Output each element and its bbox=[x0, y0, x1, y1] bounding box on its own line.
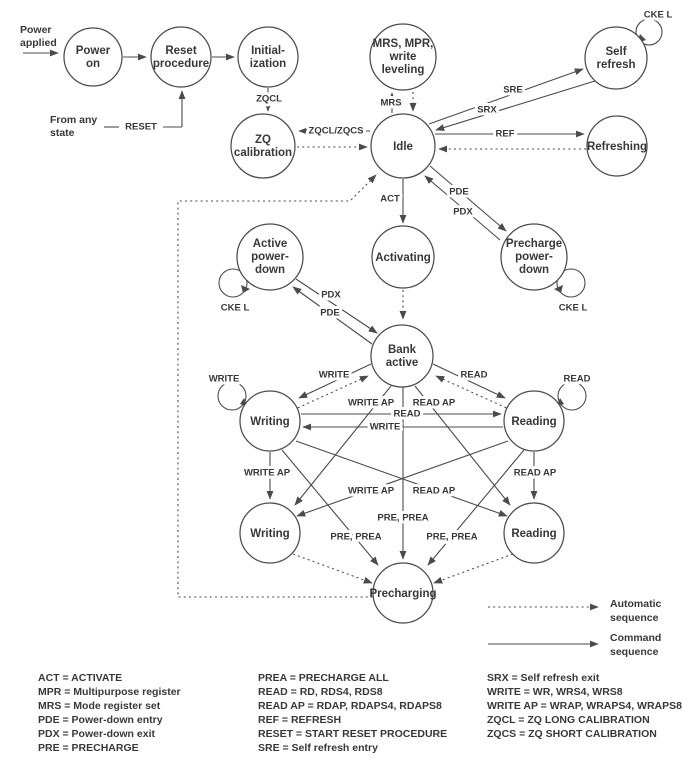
label-read-ap-vertical: READ AP bbox=[513, 467, 557, 479]
label-mrs: MRS bbox=[380, 97, 402, 109]
selfloop-writing bbox=[218, 382, 246, 410]
state-ppd-label2: power- bbox=[515, 251, 553, 263]
legend-command-label-1: Command bbox=[610, 632, 662, 644]
label-zqcl: ZQCL bbox=[256, 93, 282, 105]
state-activating-label: Activating bbox=[375, 252, 431, 264]
label-read-ap-upper: READ AP bbox=[412, 397, 456, 409]
state-idle bbox=[371, 114, 435, 178]
state-apd-label: Active bbox=[252, 238, 288, 250]
glossary-col2-row4: REF = REFRESH bbox=[258, 714, 342, 726]
state-refreshing-label: Refreshing bbox=[586, 141, 648, 153]
label-sre: SRE bbox=[503, 84, 523, 96]
label-pde-left: PDE bbox=[320, 307, 340, 319]
state-precharge-power-down bbox=[501, 224, 567, 290]
state-apd-label3: down bbox=[254, 264, 286, 276]
state-writing-ap bbox=[240, 503, 300, 563]
state-reset-procedure bbox=[151, 27, 211, 87]
glossary-col1-row1: ACT = ACTIVATE bbox=[38, 672, 123, 684]
glossary-col1-row3: MRS = Mode register set bbox=[38, 700, 161, 712]
state-mrs-mpr-write-leveling bbox=[370, 24, 436, 90]
state-zq-calibration-circle bbox=[231, 114, 295, 178]
label-ref: REF bbox=[495, 128, 515, 140]
glossary-col2-row6: SRE = Self refresh entry bbox=[258, 742, 378, 754]
state-bank-active-label: Bank bbox=[387, 344, 417, 356]
legend bbox=[488, 598, 661, 658]
glossary-col1-row4: PDE = Power-down entry bbox=[38, 714, 163, 726]
state-self-refresh-circle bbox=[585, 27, 647, 89]
label-pre-prea-left: PRE, PREA bbox=[330, 531, 382, 543]
state-active-power-down bbox=[237, 224, 303, 290]
state-initialization bbox=[238, 27, 298, 87]
state-initialization-label: Initial- bbox=[251, 45, 285, 57]
state-initialization-label2: ization bbox=[249, 58, 287, 70]
label-read-horizontal: READ bbox=[393, 408, 421, 420]
glossary-col1-row5: PDX = Power-down exit bbox=[38, 728, 155, 740]
label-cke-l-ppd: CKE L bbox=[558, 302, 588, 314]
state-self-refresh bbox=[585, 27, 647, 89]
state-zq-calibration bbox=[231, 114, 295, 178]
state-initialization-circle bbox=[238, 27, 298, 87]
label-srx: SRX bbox=[477, 104, 497, 116]
label-read-ap-cross: READ AP bbox=[412, 485, 456, 497]
state-power-on-label: Power bbox=[75, 45, 111, 57]
label-write-loop: WRITE bbox=[208, 373, 240, 385]
state-idle-label: Idle bbox=[393, 141, 413, 153]
selfloop-reading bbox=[558, 382, 586, 410]
state-reading-ap bbox=[504, 503, 564, 563]
label-zqcl-zqcs: ZQCL/ZQCS bbox=[308, 125, 364, 137]
glossary-col2-row5: RESET = START RESET PROCEDURE bbox=[258, 728, 448, 740]
label-write-horizontal: WRITE bbox=[369, 421, 401, 433]
glossary-col2-row1: PREA = PRECHARGE ALL bbox=[258, 672, 389, 684]
state-writing-ap-label: Writing bbox=[250, 528, 290, 540]
state-reading-ap-label: Reading bbox=[511, 528, 557, 540]
state-apd-label2: power- bbox=[251, 251, 289, 263]
label-pre-prea-right: PRE, PREA bbox=[426, 531, 478, 543]
note-from-any-state-2: state bbox=[50, 127, 75, 139]
state-zq-calibration-label: ZQ bbox=[255, 134, 271, 146]
label-read-bank: READ bbox=[460, 369, 488, 381]
state-self-refresh-label2: refresh bbox=[596, 59, 636, 71]
glossary bbox=[38, 672, 682, 754]
glossary-col3-row4: ZQCL = ZQ LONG CALIBRATION bbox=[487, 714, 650, 726]
label-reset: RESET bbox=[125, 121, 157, 133]
legend-automatic-label-1: Automatic bbox=[610, 598, 662, 610]
label-cke-l-apd: CKE L bbox=[220, 302, 250, 314]
label-write-bank: WRITE bbox=[318, 369, 350, 381]
edge-pde-right bbox=[430, 166, 506, 231]
state-precharging bbox=[369, 563, 436, 623]
state-reset-procedure-label2: procedure bbox=[152, 58, 210, 70]
note-from-any-state-1: From any bbox=[50, 114, 98, 126]
label-pdx-left: PDX bbox=[321, 289, 341, 301]
state-writing bbox=[240, 391, 300, 451]
glossary-col1-row2: MPR = Multipurpose register bbox=[38, 686, 181, 698]
selfloop-apd-arrowhead bbox=[241, 285, 250, 293]
label-write-ap-vertical: WRITE AP bbox=[243, 467, 291, 479]
note-power-applied-2: applied bbox=[20, 37, 57, 49]
label-cke-l-self-refresh: CKE L bbox=[643, 9, 673, 21]
state-bank-active bbox=[371, 325, 433, 387]
state-reset-procedure-label: Reset bbox=[165, 45, 197, 57]
state-zq-calibration-label2: calibration bbox=[233, 147, 293, 159]
state-reset-procedure-circle bbox=[151, 27, 211, 87]
glossary-col3-row5: ZQCS = ZQ SHORT CALIBRATION bbox=[487, 728, 657, 740]
glossary-col3-row3: WRITE AP = WRAP, WRAPS4, WRAPS8 bbox=[487, 700, 682, 712]
glossary-col2-row3: READ AP = RDAP, RDAPS4, RDAPS8 bbox=[258, 700, 442, 712]
edge-writingap-precharging-auto bbox=[293, 554, 372, 583]
state-bank-active-circle bbox=[371, 325, 433, 387]
edge-sre bbox=[429, 69, 583, 124]
state-precharging-label: Precharging bbox=[369, 588, 437, 600]
state-power-on-label2: on bbox=[85, 58, 101, 70]
state-reading bbox=[504, 391, 564, 451]
glossary-col3-row2: WRITE = WR, WRS4, WRS8 bbox=[487, 686, 623, 698]
state-activating bbox=[372, 226, 434, 288]
state-writing-label: Writing bbox=[250, 416, 290, 428]
legend-automatic-label-2: sequence bbox=[610, 612, 659, 624]
label-act: ACT bbox=[380, 193, 400, 205]
glossary-col2-row2: READ = RD, RDS4, RDS8 bbox=[258, 686, 383, 698]
state-reading-label: Reading bbox=[511, 416, 557, 428]
state-mrs-mpr-label: MRS, MPR, bbox=[372, 38, 434, 50]
label-write-ap-upper: WRITE AP bbox=[347, 397, 395, 409]
glossary-col3-row1: SRX = Self refresh exit bbox=[487, 672, 600, 684]
label-pde-right: PDE bbox=[449, 186, 469, 198]
state-refreshing bbox=[587, 116, 647, 176]
legend-command-label-2: sequence bbox=[610, 646, 659, 658]
label-pdx-right: PDX bbox=[453, 206, 473, 218]
label-pre-prea-center: PRE, PREA bbox=[377, 512, 429, 524]
state-ppd-label3: down bbox=[518, 264, 550, 276]
state-bank-active-label2: active bbox=[385, 357, 419, 369]
edge-readingap-precharging-auto bbox=[434, 554, 513, 583]
selfloop-ppd-arrowhead bbox=[554, 285, 563, 293]
state-ppd-label: Precharge bbox=[505, 238, 563, 250]
label-read-loop: READ bbox=[563, 373, 591, 385]
glossary-col1-row6: PRE = PRECHARGE bbox=[38, 742, 139, 754]
note-power-applied-1: Power bbox=[20, 24, 52, 36]
state-power-on bbox=[64, 28, 122, 86]
label-write-ap-cross: WRITE AP bbox=[347, 485, 395, 497]
state-mrs-mpr-label3: leveling bbox=[381, 64, 425, 76]
state-self-refresh-label: Self bbox=[605, 46, 627, 58]
state-mrs-mpr-label2: write bbox=[389, 51, 417, 63]
edge-pdx-left bbox=[296, 279, 377, 333]
state-power-on-circle bbox=[64, 28, 122, 86]
